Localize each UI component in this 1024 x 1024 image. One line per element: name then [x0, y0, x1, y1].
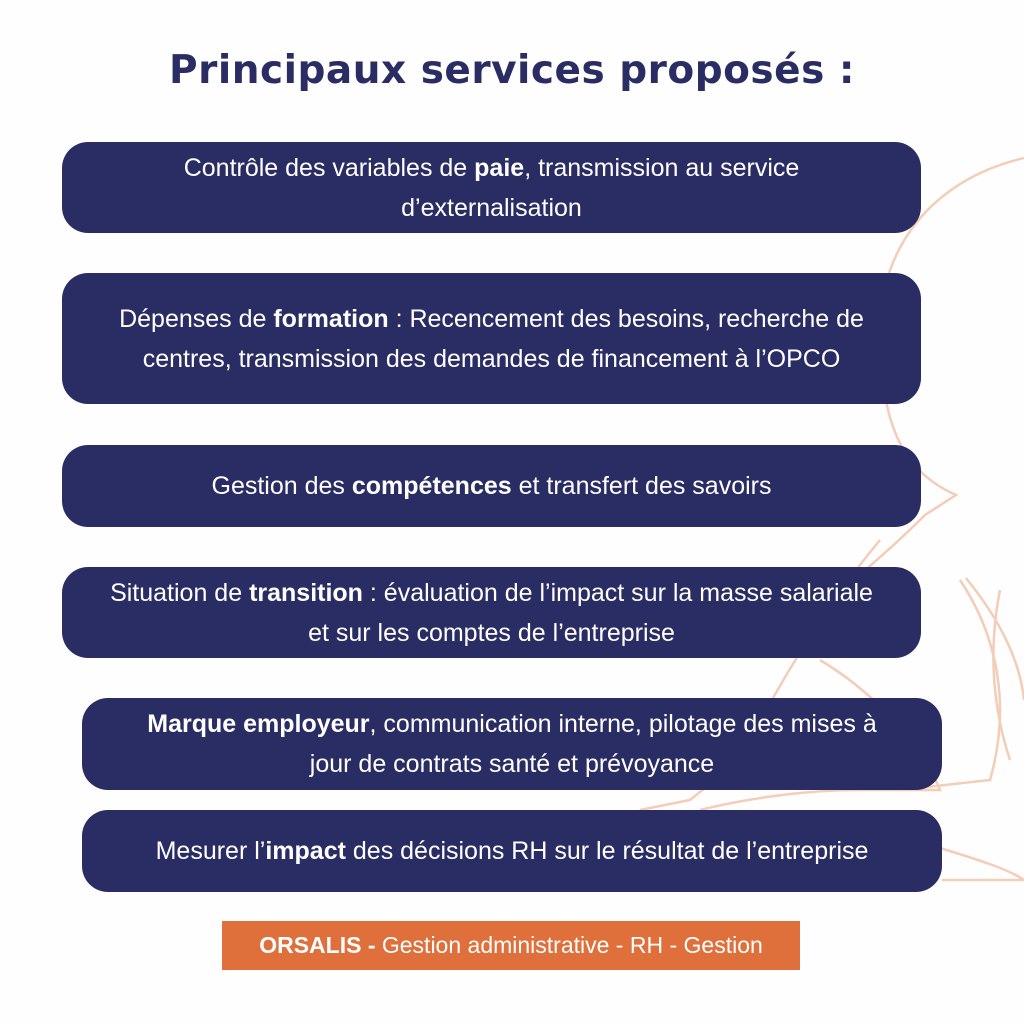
service-card-formation	[62, 273, 921, 404]
service-card-impact	[82, 810, 942, 892]
brand-tagline: Gestion administrative - RH - Gestion	[375, 932, 763, 958]
service-card-marque-employeur	[82, 698, 942, 790]
brand-banner	[222, 921, 800, 970]
page-title: Principaux services proposés :	[169, 48, 855, 93]
service-card-transition	[62, 567, 921, 658]
service-text: Marque employeur, communication interne, pilotage des mises à jour de contrats santé et prévoyance	[147, 710, 877, 778]
brand-name: ORSALIS -	[259, 932, 376, 958]
service-card-competences	[62, 445, 921, 527]
service-text: Situation de transition : évaluation de l’impact sur la masse salariale et sur les comptes de l’entreprise	[110, 578, 873, 647]
service-text: Dépenses de formation : Recencement des besoins, recherche de centres, transmission des demandes de financement à l’OPCO	[119, 304, 864, 373]
service-text: Gestion des compétences et transfert des savoirs	[211, 472, 772, 500]
service-card-paie	[62, 142, 921, 233]
service-text: Mesurer l’impact des décisions RH sur le résultat de l’entreprise	[155, 837, 869, 865]
service-text: Contrôle des variables de paie, transmission au service d’externalisation	[183, 153, 800, 222]
